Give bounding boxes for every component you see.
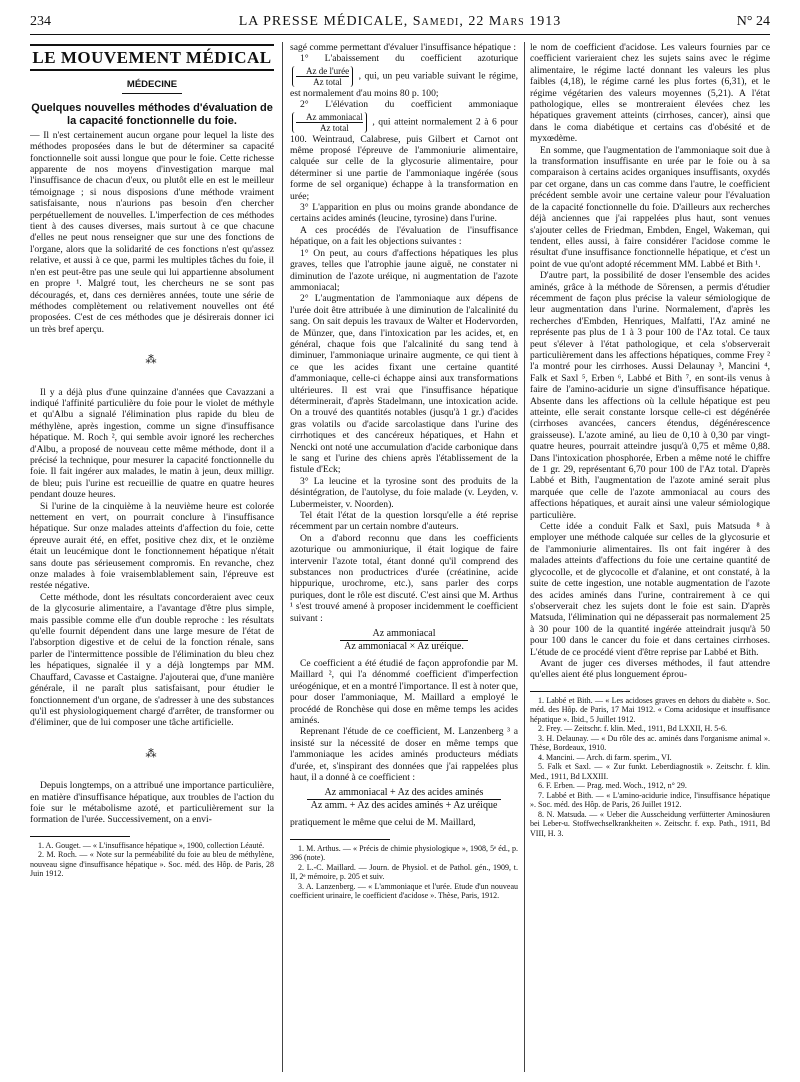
arthus-formula [290,628,518,652]
section-title: LE MOUVEMENT MÉDICAL [30,44,274,71]
list-item [290,53,518,99]
fraction-numerator: Az ammoniacal [296,112,363,123]
footnote: 1. Labbé et Bith. — « Les acidoses graves en dehors du diabète ». Soc. méd. des Hôp. de Paris, 17 Mai 1912. « Coma acidosique et insuffisance hépatique ». Ibid., 5 Juillet 1912. [530,695,770,724]
formula-denominator: Az amm. + Az des acides aminés + Az uréique [310,799,498,811]
journal-title: LA PRESSE MÉDICALE, Samedi, 22 Mars 1913 [238,14,562,29]
footnote: 2. Frey. — Zeitschr. f. klin. Med., 1911, Bd LXXII, H. 5-6. [538,724,727,734]
paragraph: Avant de juger ces diverses méthodes, il faut attendre qu'elles aient été plus longuement éprou- [530,657,770,681]
paragraph: 3° L'apparition en plus ou moins grande abondance de certains acides aminés (leucine, tyrosine) dans l'urine. [290,202,518,225]
footnote: 2. L.-C. Maillard. — Journ. de Physiol. et de Pathol. gén., 1909, t. II, 2ᵉ mémoire, p. 205 et suiv. [290,862,518,882]
lanzenberg-formula [290,787,518,811]
footnote-rule [530,691,630,692]
paragraph: Depuis longtemps, on a attribué une importance particulière, en matière d'insuffisance hépatique, aux troubles de l'action du foie sur le métabolisme azoté, et particulièrement sur la formation de l'urée. Successivement, on a envi- [30,780,274,826]
column-2 [290,42,518,1074]
paragraph: le nom de coefficient d'acidose. Les valeurs fournies par ce coefficient varieraient chez les sujets sains avec le régime alimentaire, le régime lacté donnant les valeurs les plus faibles (4,18), le régime carné les plus fortes (6,31), et le régime végétarien des valeurs moyennes (5,21). A l'état pathologique, elles se montreraient élevées chez les hépatiques gravement atteints (cirrhoses, cancer), ainsi que dans le coma diabétique et certains cas d'obésité et de myxœdème. [530,42,770,145]
footnote: 4. Mancini. — Arch. di farm. sperim., VI. [538,752,672,762]
footnote: 3. H. Delaunay. — « Du rôle des ac. aminés dans l'organisme animal ». Thèse, Bordeaux, 1910. [530,733,770,753]
column-1 [30,42,274,1074]
footnote: 8. N. Matsuda. — « Ueber die Ausscheidung verfütterter Aminosäuren bei Leber-u. Stoffwechselkrankheiten ». Zeitschr. f. exp. Path., 1911, Bd VIII, H. 3. [530,809,770,838]
paragraph: On a d'abord reconnu que dans les coefficients azoturique ou ammoniurique, il était logique de faire intervenir l'azote total, étant donné qu'il comprend des substances non productrices d'urée (créatinine, acide hippurique, urochrome, etc.), sans parler des corps puriques, dont le rôle est discuté. C'est ainsi que M. Arthus ¹ s'est trouvé amené à proposer incidemment le coefficient suivant : [290,532,518,624]
subsection-title: MÉDECINE [126,79,178,91]
paragraph: — Il n'est certainement aucun organe pour lequel la liste des méthodes proposées dans le but de déterminer sa capacité fonctionnelle soit aussi longue que pour le foie. Cette richesse apparente de nos moyens d'investigation marque mal l'insuffisance de chacun d'eux, ou plutôt elle en est le meilleur témoignage ; si nous disposions d'une méthode vraiment satisfaisante, nous n'aurions pas besoin d'en chercher perpétuellement de nouvelles. L'imperfection de ces méthodes tient à des causes diverses, mais surtout à ce que chacune d'elles ne peut nous renseigner que sur une des fonctions de l'organe, alors que la solidarité de ces fonctions n'est qu'assez relative, et aussi à ce que, parmi les multiples tâches du foie, il n'en est peut-être pas une seule qui lui appartienne absolument en propre ¹. Malgré tout, les chercheurs ne se sont pas découragés, et, dans ces dernières années, toute une série de méthodes complètement ou relativement nouvelles ont été proposées. C'est de ces méthodes que je désirerais donner ici un très bref aperçu. [30,129,274,335]
formula-numerator: Az ammoniacal + Az des acides aminés [307,787,502,799]
paragraph: En somme, que l'augmentation de l'ammoniaque soit due à la transformation insuffisante en urée par le foie ou à sa comparaison à certains acides organiques insuffisants, oxydés par cet organe, dans un cas comme dans l'autre, le coefficient précédent semble avoir une certaine valeur pour l'évaluation de la capacité fonctionnelle du foie. D'ailleurs aux recherches déjà anciennes que j'ai rappelées plus haut, sont venues s'ajouter celles de Friedman, Embden, Engel, Wakeman, qui tendent, elles aussi, à faire considérer l'acidose comme le résultat d'une insuffisance fonctionnelle hépatique, et c'est un point de vue qu'ont adopté récemment MM. Labbé et Bith ¹. [530,144,770,270]
subsection-rule [122,93,182,94]
column-3 [530,42,770,1074]
footnote-rule [290,839,390,840]
formula-denominator: Az ammoniacal × Az uréique. [344,640,464,652]
ammonia-fraction [292,112,367,133]
paragraph: pratiquement le même que celui de M. Maillard, [290,817,476,829]
fraction-numerator: Az de l'urée [296,66,349,77]
paragraph: Tel était l'état de la question lorsqu'elle a été reprise récemment par un certain nombre d'auteurs. [290,510,518,533]
separator: ⁂ [145,354,159,367]
formula-numerator: Az ammoniacal [340,628,468,640]
paragraph: Cette méthode, dont les résultats concorderaient avec ceux de la glycosurie alimentaire, a l'avantage d'être plus simple, mais passible comme elle d'un double reproche : les résultats qu'elle fournit dépendent dans une large mesure de l'état de l'absorption digestive et de celui de la fonction rénale, sans parler de l'intermittence possible de l'élimination du bleu chez les hépatiques, signalée il y a déjà longtemps par MM. Chauffard, Cavasse et Castaigne. J'ajouterai que, d'une manière générale, il ne paraît plus satisfaisant, pour étudier le fonctionnement d'un organe, de s'adresser à une des substances qu'il est physiologiquement chargé d'arrêter, de transformer ou d'éliminer, que de lui composer une tâche artificielle. [30,591,274,729]
paragraph: 2° L'augmentation de l'ammoniaque aux dépens de l'urée doit être attribuée à une diminution de l'alcalinité du sang. On sait depuis les travaux de Walter et Hodervorden, de Münzer, que, dans l'intoxication par les acides, et, en général, chaque fois que l'alcalinité du sang tend à diminuer, l'ammoniaque urinaire augmente, ce qui tient à ce que les acides fixant une certaine quantité d'ammoniaque, celle-ci échappe ainsi aux transformations ultérieures. Il est vrai que l'insuffisance hépatique déterminerait, d'après Stadelmann, une intoxication acide. On a trouvé des quantités notables (jusqu'à 1 gr.) d'acides gras volatils ou d'acide sarcolastique dans l'urine des cirrhotiques et des cancéreux hépatiques, et Hahn et Nencki ont noté une accumulation d'acide carbonique dans le sang et l'urine des chiens après l'établissement de la fistule d'Eck; [290,293,518,476]
footnote: 5. Falk et Saxl. — « Zur funkt. Leberdiagnostik ». Zeitschr. f. klin. Med., 1911, Bd LXXIII. [530,762,770,781]
fraction-denominator: Az total [313,76,342,87]
column-divider [282,42,283,1072]
paragraph: sagé comme permettant d'évaluer l'insuffisance hépatique : [290,42,516,53]
paragraph: Cette idée a conduit Falk et Saxl, puis Matsuda ⁸ à employer une méthode calquée sur celles de la glycosurie et de l'ammoniurie alimentaires. Ils ont fait ingérer à des malades atteints d'affections du foie une certaine quantité de glycocolle, et de glycocolle et d'alanine, et ont constaté, à la suite de cette ingestion, une notable augmentation de l'azote des acides aminés dans l'urine, contrairement à ce qui s'observerait chez les sujets dont le foie est sain. D'après Matsuda, l'élimination qui ne dépasserait pas normalement 25 à 30 pour 100 de la quantité ingérée atteindrait jusqu'à 50 pour 100 dans le cancer du foie et dans certaines cirrhoses. L'étude de ce procédé vient d'être reprise par Labbé et Bith. [530,521,770,658]
paragraph: Si l'urine de la cinquième à la neuvième heure est colorée nettement en vert, on pourrait conclure à l'insuffisance hépatique. Sur onze malades atteints d'affection du foie, cette épreuve aurait été, en effet, positive chez dix, et le onzième était un leucémique dont le fonctionnement hépatique n'était sans doute pas sérieusement compromis. En revanche, chez onze malades à foie vraisemblablement sain, l'épreuve est restée négative. [30,500,274,592]
paragraph: A ces procédés de l'évaluation de l'insuffisance hépatique, on a fait les objections suivantes : [290,224,518,248]
paragraph: Reprenant l'étude de ce coefficient, M. Lanzenberg ³ a insisté sur la nécessité de doser en même temps que l'ammoniaque les acides aminés producteurs médiats d'urée, et, s'inspirant des données que j'ai rappelées plus haut, il a donné à ce coefficient : [290,726,518,783]
column-divider [524,42,525,1072]
issue-number: N° 24 [736,14,770,29]
paragraph: D'autre part, la possibilité de doser l'ensemble des acides aminés, grâce à la méthode de Sörensen, a permis d'étudier récemment de façon plus précise la valeur sémiologique de leur augmentation dans l'urine. Normalement, d'après les recherches d'Embden, Henriques, Malfatti, l'Az aminé ne représente pas plus de 1 à 3 pour 100 de l'Az total. Ce taux peut s'élever à l'état pathologique, et cela s'observerait particulièrement dans les affections hépatiques, comme Frey ² l'a montré pour les cirrhoses. Aussi Delaunay ³, Mancini ⁴, Falk et Saxl ⁵, Erben ⁶, Labbé et Bith ⁷, en sont-ils venus à faire de l'amino-acidurie un signe d'insuffisance hépatique. Absente dans les affections où la cellule hépatique est peu atteinte, elle serait constante lorsque celle-ci est dégénérée (cirrhoses avancées, cancers étendus, dégénérescence graisseuse). L'azote aminé, au lieu de 0,10 à 0,30 par vingt-quatre heures, pourrait atteindre jusqu'à 0,75 et même 0,88. Dans l'intoxication phosphorée, Erben a même noté le chiffre de 1 gr. 29, représentant 6,70 pour 100 de l'Az total. D'après Labbé et Bith, l'augmentation de l'azote aminé serait plus marquée que celle de l'azote ammoniacal au cours des affections hépatiques, et aurait ainsi une valeur sémiologique particulière. [530,270,770,521]
article-title: Quelques nouvelles méthodes d'évaluation de la capacité fonctionnelle du foie. [31,101,273,127]
footnote: 1. A. Gouget. — « L'insuffisance hépatique », 1900, collection Léauté. [38,840,265,850]
header-rule [30,34,770,35]
item-text: , qui, un peu variable suivant le régime, est normalement d'au moins 80 p. 100; [290,70,518,99]
paragraph: Il y a déjà plus d'une quinzaine d'années que Cavazzani a indiqué l'affinité particulière du foie pour le violet de méthyle et qu'Albu a signalé l'élimination plus rapide du bleu de méthylène, après ingestion, comme un signe d'insuffisance hépatique. M. Roch ², qui semble avoir ignoré les recherches d'Albu, a proposé de nouveau cette même méthode, dont il a précisé la technique, pour mesurer la capacité fonctionnelle du foie. Il fait ingérer aux malades, le matin à jeun, deux milligr. de bleu; puis l'urine est recueillie de quatre en quatre heures pendant douze heures. [30,386,274,501]
footnote: 7. Labbé et Bith. — « L'amino-acidurie indice, l'insuffisance hépatique ». Soc. méd. des Hôp. de Paris, 26 Juillet 1912. [530,790,770,810]
paragraph: 3° La leucine et la tyrosine sont des produits de la désintégration, de l'autolyse, du foie malade (v. Leyden, v. Lubermeister, v. Noorden). [290,475,518,510]
item-text: , qui atteint normalement 2 à 6 pour 100. Weintraud, Calabrese, puis Gilbert et Carnot ont même proposé l'épreuve de l'ammoniurie alimentaire, calquée sur celle de la glycosurie alimentaire, pour déterminer si une partie de l'ammoniaque ingérée (sous forme de sel organique) échappe à la transformation en urée; [290,116,518,202]
page-number: 234 [30,14,51,29]
footnote: 1. M. Arthus. — « Précis de chimie physiologique », 1908, 5ᵉ éd., p. 396 (note). [290,843,518,863]
footnote: 2. M. Roch. — « Note sur la perméabilité du foie au bleu de méthylène, nouveau signe d'insuffisance hépatique ». Soc. méd. des Hôp. de Paris, 28 Juin 1912. [30,850,274,879]
azoturic-fraction [292,66,353,87]
separator: ⁂ [145,747,159,760]
page-header [30,14,770,34]
item-text: 1° L'abaissement du coefficient azoturique [300,53,518,65]
footnote: 3. A. Lanzenberg. — « L'ammoniaque et l'urée. Etude d'un nouveau coefficient urinaire, le coefficient d'acidose ». Thèse, Paris, 1912. [290,881,518,901]
paragraph: 1° On peut, au cours d'affections hépatiques les plus graves, telles que l'atrophie jaune aiguë, ne constater ni diminution de l'azote uréique, ni augmentation de l'azote ammoniacal; [290,247,518,293]
paragraph: Ce coefficient a été étudié de façon approfondie par M. Maillard ², qui l'a dénommé coefficient d'imperfection uréogénique, et en a montré l'importance. Il est à noter que, pour doser l'ammoniaque, M. Maillard a employé le procédé de Ronchèse qui dose en même temps les acides aminés. [290,657,518,726]
footnote: 6. F. Erben. — Prag. med. Woch., 1912, n° 29. [538,781,687,791]
fraction-denominator: Az total [319,122,349,133]
footnote-rule [30,836,130,837]
list-item [290,99,518,202]
item-text: 2° L'élévation du coefficient ammoniaque [300,99,518,111]
